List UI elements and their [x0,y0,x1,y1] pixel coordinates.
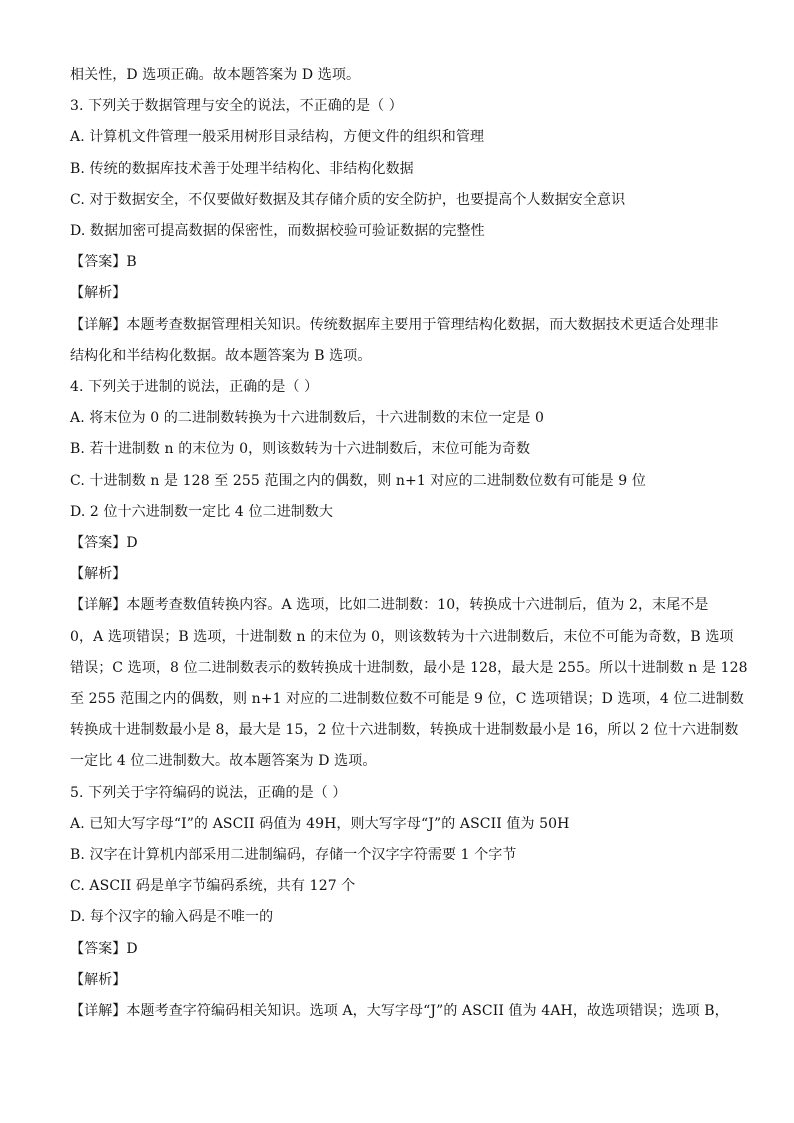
option-a: A. 将末位为 0 的二进制数转换为十六进制数后，十六进制数的末位一定是 0 [70,410,544,427]
document-page [70,60,748,1027]
option-b: B. 汉字在计算机内部采用二进制编码，存储一个汉字字符需要 1 个字节 [70,847,517,864]
answer-label: 【答案】D [70,940,138,957]
option-d: D. 每个汉字的输入码是不唯一的 [70,909,274,926]
answer-label: 【答案】B [70,254,137,271]
explanation-text: 0，A 选项错误；B 选项，十进制数 n 的末位为 0，则该数转为十六进制数后，末位不可能为奇数，B 选项 [70,628,734,645]
question-stem: 3. 下列关于数据管理与安全的说法，不正确的是（ ） [70,98,403,115]
option-d: D. 2 位十六进制数一定比 4 位二进制数大 [70,503,334,520]
option-a: A. 计算机文件管理一般采用树形目录结构，方便文件的组织和管理 [70,129,485,146]
question-stem: 4. 下列关于进制的说法，正确的是（ ） [70,379,319,396]
question-stem: 5. 下列关于字符编码的说法，正确的是（ ） [70,784,347,801]
analysis-label: 【解析】 [70,285,127,302]
explanation-text: 【详解】本题考查数值转换内容。A 选项，比如二进制数：10，转换成十六进制后，值为 2，末尾不是 [70,597,709,614]
explanation-text: 【详解】本题考查字符编码相关知识。选项 A，大写字母“J”的 ASCII 值为 4AH，故选项错误；选项 B， [70,1003,729,1020]
option-c: C. ASCII 码是单字节编码系统，共有 127 个 [70,878,356,895]
explanation-text: 至 255 范围之内的偶数，则 n+1 对应的二进制数位数不可能是 9 位，C 选项错误；D 选项，4 位二进制数 [70,691,744,708]
explanation-text: 【详解】本题考查数据管理相关知识。传统数据库主要用于管理结构化数据，而大数据技术更适合处理非 [70,316,719,333]
explanation-text: 转换成十进制数最小是 8，最大是 15，2 位十六进制数，转换成十进制数最小是 16，所以 2 位十六进制数 [70,722,739,739]
option-a: A. 已知大写字母“I”的 ASCII 码值为 49H，则大写字母“J”的 ASCII 值为 50H [70,815,570,832]
answer-label: 【答案】D [70,535,138,552]
analysis-label: 【解析】 [70,566,127,583]
analysis-label: 【解析】 [70,971,127,988]
explanation-text: 一定比 4 位二进制数大。故本题答案为 D 选项。 [70,753,377,770]
text-line: 相关性，D 选项正确。故本题答案为 D 选项。 [70,67,361,83]
explanation-text: 结构化和半结构化数据。故本题答案为 B 选项。 [70,347,372,364]
option-c: C. 对于数据安全，不仅要做好数据及其存储介质的安全防护，也要提高个人数据安全意识 [70,191,626,208]
explanation-text: 错误；C 选项，8 位二进制数表示的数转换成十进制数，最小是 128，最大是 255。所以十进制数 n 是 128 [70,659,748,676]
option-b: B. 若十进制数 n 的末位为 0，则该数转为十六进制数后，末位可能为奇数 [70,441,531,458]
option-b: B. 传统的数据库技术善于处理半结构化、非结构化数据 [70,160,414,177]
option-d: D. 数据加密可提高数据的保密性，而数据校验可验证数据的完整性 [70,223,485,240]
option-c: C. 十进制数 n 是 128 至 255 范围之内的偶数，则 n+1 对应的二进制数位数有可能是 9 位 [70,472,646,489]
